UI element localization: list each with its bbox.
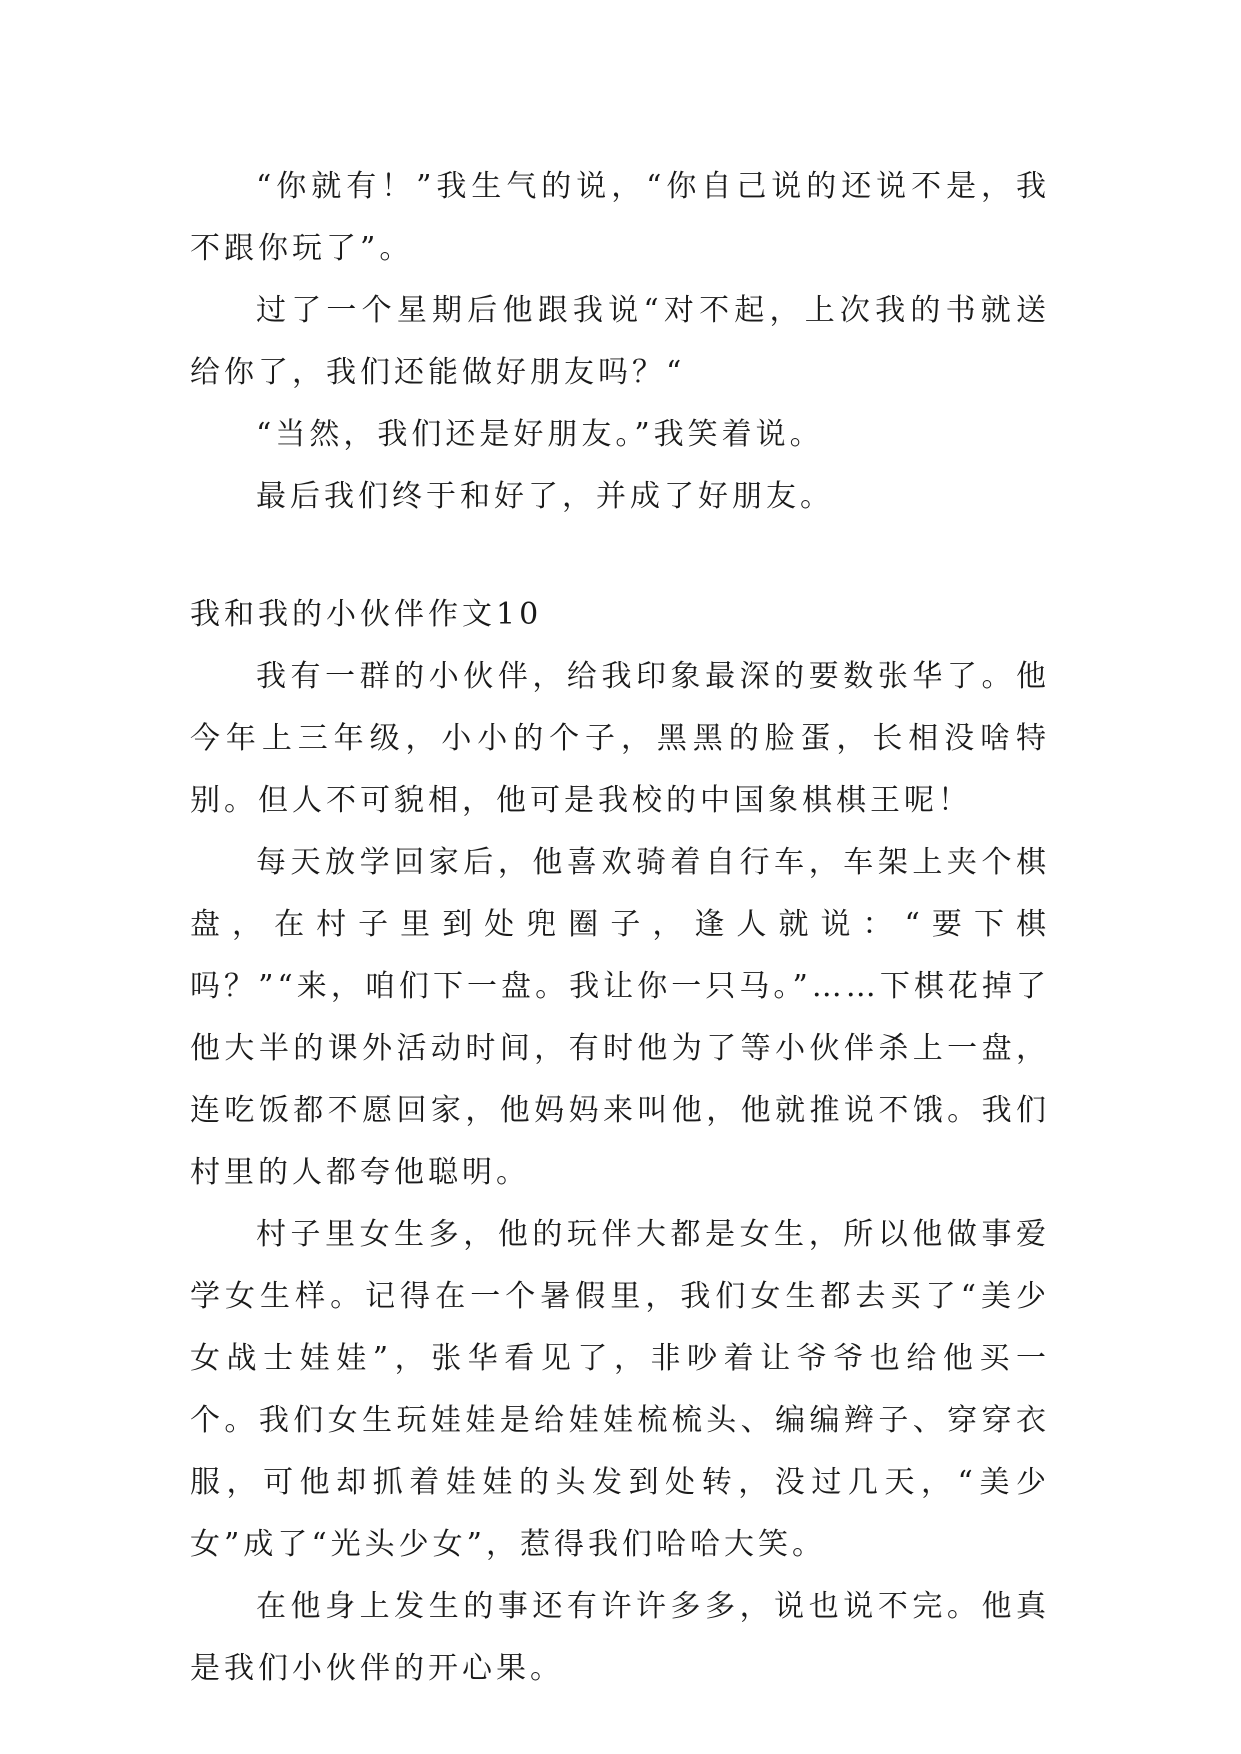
paragraph: “你就有！”我生气的说，“你自己说的还说不是，我不跟你玩了”。	[190, 169, 1050, 266]
paragraph: 我有一群的小伙伴，给我印象最深的要数张华了。他今年上三年级，小小的个子，黑黑的脸蛋，长相没啥特别。但人不可貌相，他可是我校的中国象棋棋王呢！	[190, 659, 1050, 818]
paragraph: 每天放学回家后，他喜欢骑着自行车，车架上夹个棋盘，在村子里到处兜圈子，逢人就说：“要下棋吗？”“来，咱们下一盘。我让你一只马。”……下棋花掉了他大半的课外活动时间，有时他为了等小伙伴杀上一盘，连吃饭都不愿回家，他妈妈来叫他，他就推说不饿。我们村里的人都夸他聪明。	[190, 845, 1050, 1190]
paragraph: 过了一个星期后他跟我说“对不起，上次我的书就送给你了，我们还能做好朋友吗？“	[190, 293, 1050, 390]
document-body	[190, 156, 1050, 1700]
paragraph: “当然，我们还是好朋友。”我笑着说。	[256, 417, 824, 452]
section-title: 我和我的小伙伴作文10	[190, 597, 543, 632]
paragraph: 最后我们终于和好了，并成了好朋友。	[256, 479, 834, 514]
paragraph: 村子里女生多，他的玩伴大都是女生，所以他做事爱学女生样。记得在一个暑假里，我们女生都去买了“美少女战士娃娃”，张华看见了，非吵着让爷爷也给他买一个。我们女生玩娃娃是给娃娃梳梳头、编编辫子、穿穿衣服，可他却抓着娃娃的头发到处转，没过几天，“美少女”成了“光头少女”，惹得我们哈哈大笑。	[190, 1217, 1050, 1562]
paragraph: 在他身上发生的事还有许许多多，说也说不完。他真是我们小伙伴的开心果。	[190, 1589, 1050, 1686]
